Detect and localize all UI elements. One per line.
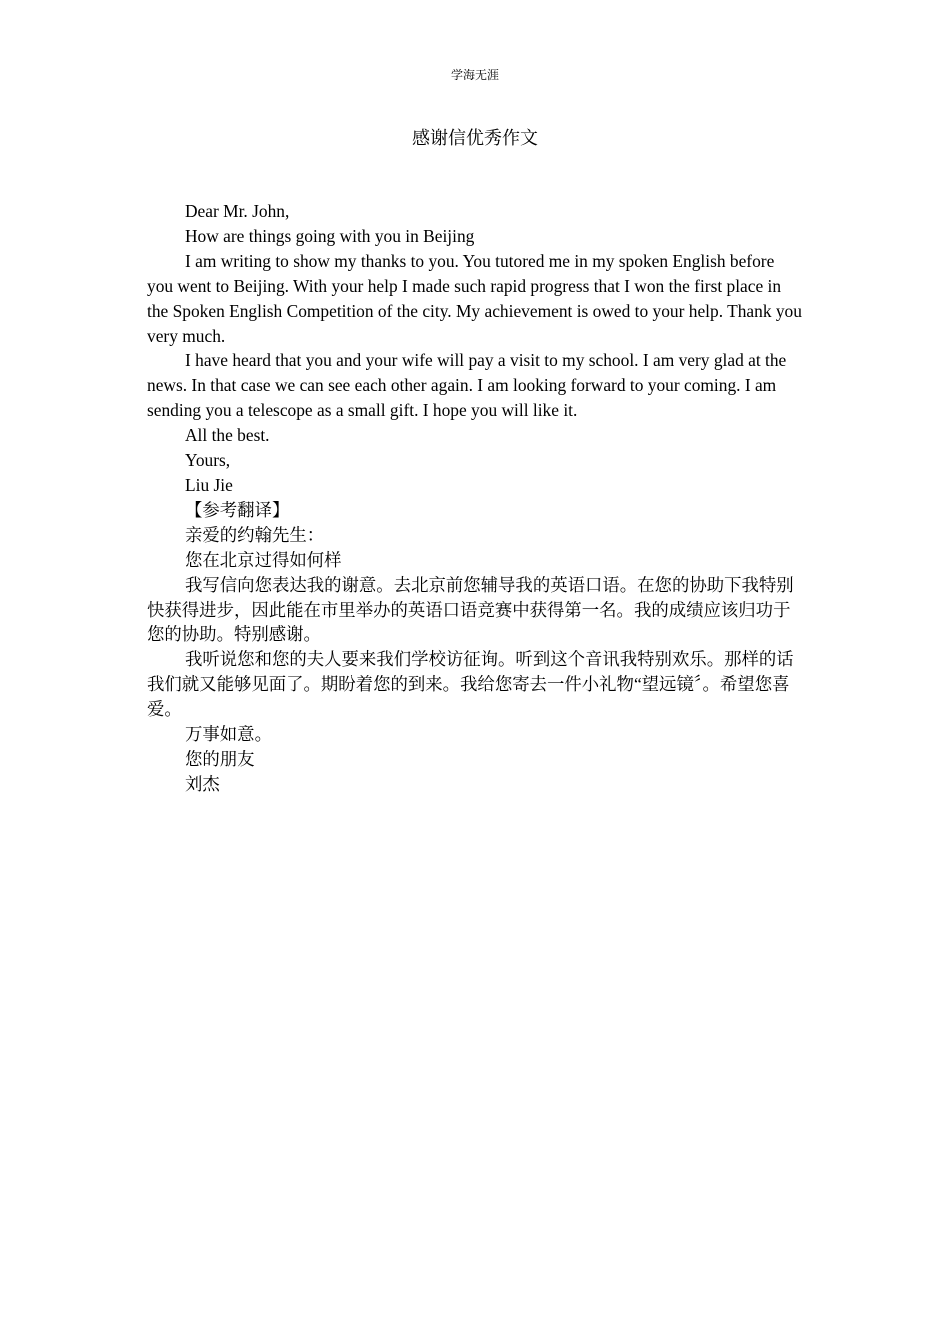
translation-paragraph-1: 我写信向您表达我的谢意。去北京前您辅导我的英语口语。在您的协助下我特别快获得进步，因此能在市里举办的英语口语竞赛中获得第一名。我的成绩应该归功于您的协助。特别感谢。 xyxy=(147,574,794,645)
translation-sign-off: 您的朋友 xyxy=(185,748,255,769)
letter-body xyxy=(147,199,803,797)
translation-salutation: 亲爱的约翰先生： xyxy=(185,524,325,545)
document-title: 感谢信优秀作文 xyxy=(412,128,538,148)
letter-paragraph-1: I am writing to show my thanks to you. You tutored me in my spoken English before you went to Beijing. With your help I made such rapid progress that I won the first place in the Spoken English Competition of the city. My achievement is owed to your help. Thank you very much. xyxy=(147,250,802,346)
translation-signature: 刘杰 xyxy=(185,773,220,794)
letter-paragraph-2: I have heard that you and your wife will pay a visit to my school. I am very glad at the news. In that case we can see each other again. I am looking forward to your coming. I am sending you a telescope as a small gift. I hope you will like it. xyxy=(147,350,787,421)
letter-sign-off: Yours, xyxy=(185,450,231,471)
letter-salutation: Dear Mr. John, xyxy=(185,201,290,221)
letter-signature: Liu Jie xyxy=(185,474,233,495)
page-header: 学海无涯 xyxy=(450,68,499,82)
translation-greeting: 您在北京过得如何样 xyxy=(185,549,342,570)
translation-paragraph-2: 我听说您和您的夫人要来我们学校访征询。听到这个音讯我特别欢乐。那样的话我们就又能够见面了。期盼着您的到来。我给您寄去一件小礼物“望远镜〞。希望您喜爱。 xyxy=(147,649,794,720)
letter-closing: All the best. xyxy=(185,425,270,446)
letter-greeting: How are things going with you in Beijing xyxy=(185,225,475,246)
translation-heading: 【参考翻译】 xyxy=(185,499,290,520)
translation-closing: 万事如意。 xyxy=(185,724,272,745)
